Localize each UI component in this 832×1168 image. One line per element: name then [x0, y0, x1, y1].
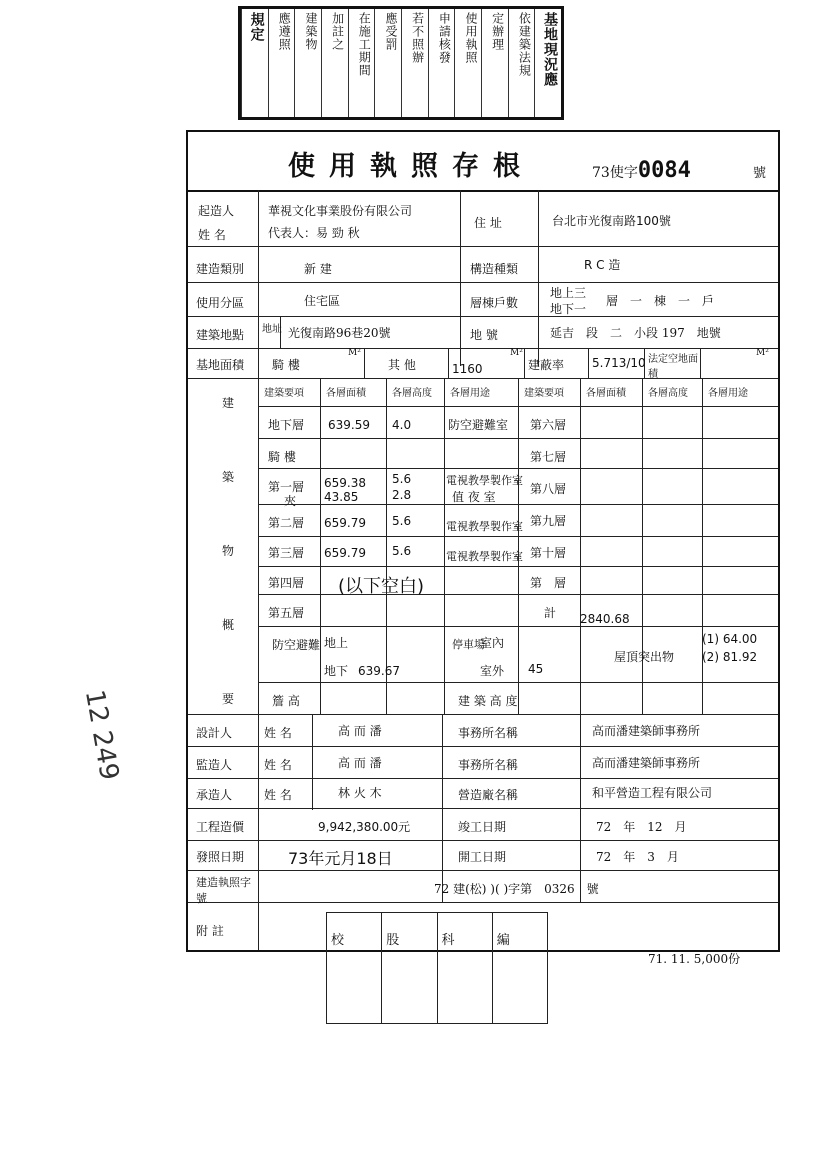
notice-col: 建築物 — [294, 9, 321, 117]
lot: 延吉 段 二 小段 197 地號 — [550, 326, 721, 340]
arcade-label: 騎 樓 — [272, 358, 300, 372]
rooftop-label: 屋頂突出物 — [614, 650, 675, 664]
section-label-char: 概 — [222, 618, 235, 632]
col-head: 各層用途 — [450, 388, 490, 399]
owner-name: 華視文化事業股份有限公司 — [268, 204, 413, 218]
rooftop-value: (2) 81.92 — [702, 650, 758, 664]
total-area: 2840.68 — [580, 612, 630, 626]
floor-name: 第七層 — [530, 450, 567, 464]
owner-label: 起造人 — [198, 204, 235, 218]
section-label-char: 築 — [222, 470, 235, 484]
coverage-value: 5.713/10 — [592, 356, 646, 370]
shelter-below-value: 639.67 — [358, 664, 400, 678]
parking-outdoor: 室外 — [480, 664, 505, 678]
floor-name: 第八層 — [530, 482, 567, 496]
col-head: 各層高度 — [648, 388, 688, 399]
address: 台北市光復南路100號 — [552, 214, 671, 228]
floor-name: 地下層 — [268, 418, 305, 432]
stamp-cell: 科 — [438, 913, 493, 1023]
site-address: 光復南路96巷20號 — [288, 326, 391, 340]
col-head: 建築要項 — [524, 388, 564, 399]
print-note: 71. 11. 5,000份 — [648, 952, 741, 966]
floor-area: 659.79 — [324, 516, 366, 530]
col-head: 各層用途 — [708, 388, 748, 399]
shelter-above: 地上 — [324, 636, 349, 650]
start-label: 開工日期 — [458, 850, 507, 864]
notice-col: 應受罰 — [374, 9, 401, 117]
name-label: 姓 名 — [264, 788, 292, 802]
section-label-char: 要 — [222, 692, 235, 706]
notice-col: 在施工期間 — [348, 9, 375, 117]
floor-name: 第九層 — [530, 514, 567, 528]
col-head: 各層高度 — [392, 388, 432, 399]
floor-height: 5.6 — [392, 544, 412, 558]
blank-mark: (以下空白) — [338, 576, 425, 597]
firm-label: 營造廠名稱 — [458, 788, 519, 802]
col-head: 建築要項 — [264, 388, 304, 399]
unit-m2: M² — [756, 348, 769, 358]
shelter-below: 地下 — [324, 664, 349, 678]
floor-use: 值 夜 室 — [452, 490, 496, 504]
office-label: 事務所名稱 — [458, 726, 519, 740]
stamp-cell: 股 — [382, 913, 437, 1023]
notice-col: 加註之 — [321, 9, 348, 117]
contractor-name: 林 火 木 — [338, 786, 382, 800]
owner-label: 姓 名 — [198, 228, 226, 242]
floors-text: 層 一 棟 一 戶 — [606, 294, 715, 308]
shelter-label: 防空避難 — [272, 638, 321, 652]
floor-name: 夾 — [284, 494, 297, 508]
site-label: 建築地點 — [196, 328, 245, 342]
permit-number: 72 建(松) )( )字第 0326 號 — [434, 882, 599, 896]
floor-use: 電視教學製作室 — [446, 520, 523, 533]
floor-name: 第 層 — [530, 576, 567, 590]
issue-label: 發照日期 — [196, 850, 245, 864]
floor-area: 659.38 — [324, 476, 366, 490]
owner-rep: 代表人：易 勁 秋 — [268, 226, 360, 240]
name-label: 姓 名 — [264, 758, 292, 772]
start-date: 72 年 3 月 — [596, 850, 679, 864]
notice-col: 規定 — [241, 9, 268, 117]
structure-label: 構造種類 — [470, 262, 519, 276]
notice-col: 申請核發 — [428, 9, 455, 117]
section-label-char: 建 — [222, 396, 235, 410]
permit-form — [186, 130, 780, 952]
office-label: 事務所名稱 — [458, 758, 519, 772]
supervisor-label: 監造人 — [196, 758, 233, 772]
number-suffix: 號 — [752, 166, 766, 181]
floor-use: 防空避難室 — [448, 418, 509, 432]
parking-label: 停車場 — [452, 638, 485, 651]
floor-height: 5.6 — [392, 472, 412, 486]
notice-col: 依建築法規 — [508, 9, 535, 117]
permit-label: 建造執照字號 — [196, 876, 251, 905]
floors-label: 層棟戶數 — [470, 296, 519, 310]
notice-col: 應遵照 — [268, 9, 295, 117]
stamp-cell: 編 — [496, 933, 510, 948]
eave-label: 簷 高 — [272, 694, 300, 708]
cost-label: 工程造價 — [196, 820, 245, 834]
notice-box — [238, 6, 564, 120]
floor-name: 第五層 — [268, 606, 305, 620]
completion-date: 72 年 12 月 — [596, 820, 687, 834]
other-value: 1160 — [452, 362, 483, 376]
floor-area: 639.59 — [328, 418, 370, 432]
col-head: 各層面積 — [586, 388, 626, 399]
build-type: 新 建 — [304, 262, 332, 276]
designer-name: 高 而 潘 — [338, 724, 382, 738]
other-label: 其 他 — [388, 358, 416, 372]
zone: 住宅區 — [304, 294, 341, 308]
remark-label: 附 註 — [196, 924, 224, 938]
zone-label: 使用分區 — [196, 296, 245, 310]
floor-name: 第四層 — [268, 576, 305, 590]
parking-value: 45 — [528, 662, 544, 676]
form-title-bar — [188, 132, 778, 192]
contractor-firm: 和平營造工程有限公司 — [592, 786, 713, 800]
coverage-label: 建蔽率 — [528, 358, 565, 372]
margin-handwriting: 12 249 — [78, 687, 125, 783]
total-label: 計 — [544, 606, 557, 620]
rooftop-value: (1) 64.00 — [702, 632, 758, 646]
notice-col: 定辦理 — [481, 9, 508, 117]
cost: 9,942,380.00元 — [318, 820, 411, 834]
building-height-label: 建 築 高 度 — [458, 694, 518, 708]
unit-m2: M² — [348, 348, 361, 358]
floor-name: 第三層 — [268, 546, 305, 560]
address-label: 住 址 — [474, 216, 502, 230]
permit-number: 73使字0084 — [592, 158, 691, 183]
floor-name: 騎 樓 — [268, 450, 296, 464]
floor-name: 第十層 — [530, 546, 567, 560]
parking-indoor: 室內 — [480, 636, 505, 650]
floor-use: 電視教學製作室 — [446, 474, 523, 487]
build-type-label: 建造類別 — [196, 262, 245, 276]
floor-height: 4.0 — [392, 418, 412, 432]
lot-label: 地 號 — [470, 328, 498, 342]
section-label-char: 物 — [222, 544, 235, 558]
col-head: 各層面積 — [326, 388, 366, 399]
base-area-label: 基地面積 — [196, 358, 245, 372]
structure: R C 造 — [584, 258, 621, 272]
floors-above: 地上三 — [550, 286, 587, 300]
notice-col: 使用執照 — [454, 9, 481, 117]
supervisor-name: 高 而 潘 — [338, 756, 382, 770]
issue-date: 73年元月18日 — [288, 849, 393, 868]
designer-office: 高而潘建築師事務所 — [592, 724, 701, 738]
floor-use: 電視教學製作室 — [446, 550, 523, 563]
floor-name: 第二層 — [268, 516, 305, 530]
floor-area: 659.79 — [324, 546, 366, 560]
notice-col: 若不照辦 — [401, 9, 428, 117]
unit-m2: M² — [510, 348, 523, 358]
open-space-label: 法定空地面積 — [648, 354, 698, 380]
site-addr-label: 地址 — [262, 324, 282, 335]
floor-name: 第六層 — [530, 418, 567, 432]
floor-height: 5.6 — [392, 514, 412, 528]
approval-stamps — [326, 912, 548, 1024]
floor-height: 2.8 — [392, 488, 412, 502]
form-title: 使用執照存根 — [288, 151, 534, 182]
floor-name: 第一層 — [268, 480, 305, 494]
supervisor-office: 高而潘建築師事務所 — [592, 756, 701, 770]
notice-col: 基地現況應 — [534, 9, 561, 117]
floors-below: 地下一 — [550, 302, 587, 316]
name-label: 姓 名 — [264, 726, 292, 740]
floor-area: 43.85 — [324, 490, 359, 504]
contractor-label: 承造人 — [196, 788, 233, 802]
stamp-cell: 校 — [327, 913, 382, 1023]
completion-label: 竣工日期 — [458, 820, 507, 834]
designer-label: 設計人 — [196, 726, 233, 740]
